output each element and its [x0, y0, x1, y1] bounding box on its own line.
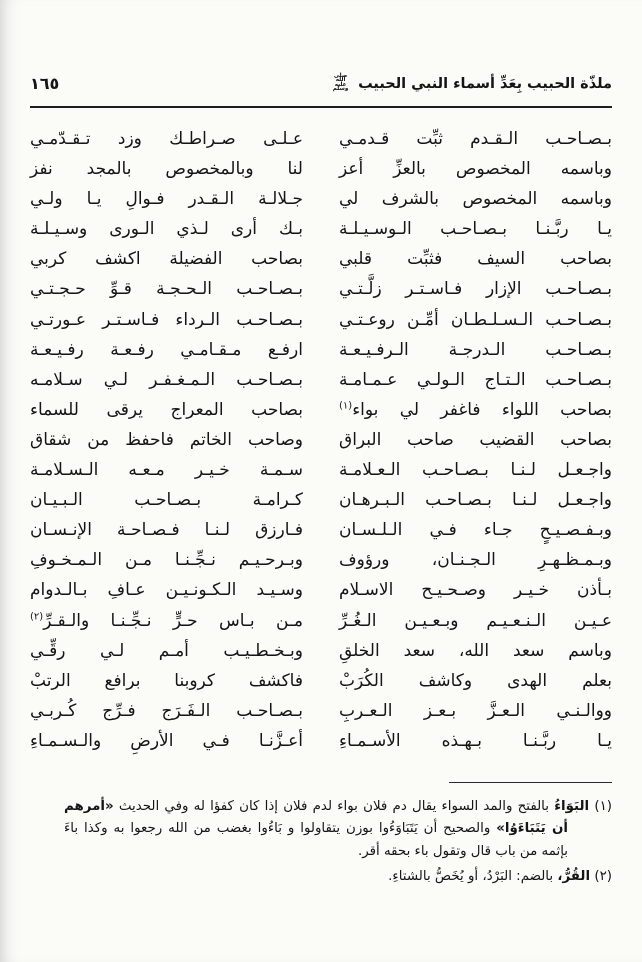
- verse-line: [30, 489, 612, 511]
- hemistich-text: بـصـاحـب الـفَـرَج فـرِّج كُـربـي: [30, 700, 303, 721]
- verse-line: [30, 640, 612, 662]
- hemistich-second: [30, 730, 303, 752]
- hemistich-second: [30, 218, 303, 240]
- hemistich-text: سـمـة خـيـر مـعـه الـسـلامـة: [30, 460, 303, 481]
- hemistich-text: بـصـاحـب الإزار فـاسـتـر زلَّـتـي: [339, 279, 612, 300]
- verse-line: [30, 158, 612, 180]
- verse-line: [30, 670, 612, 692]
- footnote-text: البَوَاءُ: [554, 798, 590, 814]
- verse-line: [30, 459, 612, 481]
- hemistich-second: [30, 429, 303, 451]
- hemistich-first: [339, 339, 612, 361]
- footnote-ref: (٢): [30, 610, 44, 622]
- hemistich-text: بصاحب اللواء فاغفر لي بواء: [352, 399, 612, 420]
- hemistich-second: [30, 459, 303, 481]
- hemistich-second: [30, 188, 303, 210]
- hemistich-text: بـصـاحـب الـسـلـطـان أمِّـن روعـتـي: [339, 309, 612, 330]
- hemistich-second: [30, 579, 303, 601]
- hemistich-first: [339, 670, 612, 692]
- hemistich-text: وبـرحـيـم نـجِّـنـا مـن الـمـخـوفِ: [30, 550, 303, 571]
- hemistich-text: بـصـاحـب الـمـغـفـر لـي سـلامـه: [30, 369, 303, 390]
- hemistich-text: واجـعـل لـنـا بـصـاحـب الـبـرهـان: [339, 490, 612, 511]
- hemistich-text: ارفـع مـقـامـي رفـعـة رفـيـعـة: [30, 339, 303, 360]
- hemistich-first: [339, 309, 612, 331]
- footnote-separator: [449, 782, 612, 783]
- hemistich-text: يـا ربَّـنـا بـصـاحـب الـوسـيـلـة: [339, 219, 612, 240]
- hemistich-first: [339, 459, 612, 481]
- footnote: [64, 866, 612, 889]
- hemistich-text: وبـخـطـيـب أمـم لـي رقِّـي: [30, 640, 303, 661]
- hemistich-first: [339, 188, 612, 210]
- hemistich-text: جـلالـة الـقـدر فـوالِ يـا ولـي: [30, 189, 303, 210]
- hemistich-second: [30, 610, 303, 632]
- hemistich-text: بعلم الهدى وكاشف الكُرَبْ: [339, 670, 612, 691]
- verse-line: [30, 278, 612, 300]
- hemistich-second: [30, 339, 303, 361]
- hemistich-text: بـصـاحـب الـدرجـة الـرفـيـعـة: [339, 339, 612, 360]
- hemistich-second: [30, 519, 303, 541]
- hemistich-text: بصاحب السيف فثبِّت قلبي: [339, 249, 612, 270]
- hemistich-first: [339, 399, 612, 421]
- verse-line: [30, 339, 612, 361]
- verse-line: [30, 610, 612, 632]
- hemistich-text: مـن بـاس حـرٍّ نـجِّـنـا والـقـرِّ: [43, 610, 303, 631]
- verse-line: [30, 700, 612, 722]
- header-rule: [30, 106, 612, 108]
- verse-line: [30, 519, 612, 541]
- verse-line: [30, 248, 612, 270]
- hemistich-text: عـيـن الـنـعـيـم وبـعـيـن الـغُـرِّ: [339, 610, 612, 631]
- hemistich-first: [339, 549, 612, 571]
- footnote-text: القُرُّ،: [557, 868, 591, 884]
- hemistich-first: [339, 128, 612, 150]
- footnote-marker: (٢): [594, 868, 612, 884]
- hemistich-second: [30, 640, 303, 662]
- running-title-block: [330, 72, 612, 93]
- hemistich-text: وبـفـصـيـحٍ جـاء فـي الـلـسـان: [339, 520, 612, 541]
- hemistich-first: [339, 429, 612, 451]
- page-number: ١٦٥: [30, 74, 60, 93]
- hemistich-second: [30, 248, 303, 270]
- hemistich-first: [339, 369, 612, 391]
- hemistich-second: [30, 489, 303, 511]
- hemistich-text: وباسمه المخصوص بالشرف لي: [339, 189, 612, 210]
- hemistich-text: وصاحب الخاتم فاحفظ من شقاق: [30, 429, 303, 450]
- hemistich-second: [30, 549, 303, 571]
- hemistich-second: [30, 158, 303, 180]
- hemistich-text: واجـعـل لـنـا بـصـاحـب الـعـلامـة: [339, 460, 612, 481]
- hemistich-text: كـرامـة بـصـاحـب الـبـيـان: [30, 490, 303, 511]
- verse-line: [30, 218, 612, 240]
- hemistich-second: [30, 309, 303, 331]
- hemistich-text: عـلـى صـراطـك وزد تـقـدّمـي: [30, 129, 303, 149]
- hemistich-second: [30, 128, 303, 150]
- hemistich-text: يـا ربَّـنـا بـهـذه الأسـمـاءِ: [339, 730, 612, 751]
- verse-line: [30, 128, 612, 150]
- verse-line: [30, 579, 612, 601]
- hemistich-first: [339, 218, 612, 240]
- footnotes: [30, 796, 612, 888]
- verse-line: [30, 369, 612, 391]
- hemistich-text: وبـمـظـهـرِ الـجـنـان، ورؤوف: [339, 550, 612, 571]
- footnote-text: «أمرهم أن يَتَبَاءَوُا»: [64, 798, 568, 837]
- hemistich-first: [339, 248, 612, 270]
- hemistich-first: [339, 700, 612, 722]
- verse-line: [30, 549, 612, 571]
- hemistich-first: [339, 640, 612, 662]
- hemistich-first: [339, 278, 612, 300]
- hemistich-first: [339, 519, 612, 541]
- footnote-text: والصحيح أن يَتَبَاوَءُوا بوزن يتقاولوا و بَاءُوا بغضب من الله رجعوا به وكذا باءَ بإثمه من باب قال وتقول باء بحقه أقر.: [64, 821, 568, 860]
- footnote-text: بالفتح والمد السواء يقال دم فلان بواء لدم فلان إذا كان كفؤا له وفي الحديث: [113, 798, 555, 814]
- page-title: ملذّة الحبيب بِعَدِّ أسماء النبي الحبيب: [358, 75, 612, 92]
- hemistich-first: [339, 610, 612, 632]
- hemistich-second: [30, 399, 303, 421]
- hemistich-text: بـصـاحـب الـرداء فـاسـتـر عـورتـي: [30, 309, 303, 330]
- pbuh-calligraphy-icon: صلى الله عليه وسلم: [332, 72, 349, 93]
- footnote-marker: (١): [594, 798, 613, 814]
- hemistich-text: بصاحب المعراج يرقى للسماء: [30, 399, 303, 420]
- hemistich-first: [339, 730, 612, 752]
- hemistich-text: فـارزق لـنـا فـصـاحـة الإنـسـان: [30, 520, 303, 541]
- hemistich-first: [339, 489, 612, 511]
- hemistich-text: بصاحب القضيب صاحب البراق: [339, 429, 612, 450]
- hemistich-text: ووالـنـي الـعـزَّ بـعـز الـعـربِ: [339, 700, 612, 721]
- verse-line: [30, 188, 612, 210]
- hemistich-text: بـأذن خـيـر وصـحـيـح الاسـلام: [339, 580, 612, 601]
- footnote: [64, 796, 612, 864]
- hemistich-first: [339, 158, 612, 180]
- hemistich-text: وباسم سعد الله، سعد الخلقِ: [339, 640, 612, 661]
- hemistich-text: وباسمه المخصوص بالعزِّ أعز: [339, 159, 612, 180]
- hemistich-text: بصاحب الفضيلة اكشف كربي: [30, 249, 303, 270]
- verse-line: [30, 309, 612, 331]
- hemistich-text: أعـزَّنـا فـي الأرضِ والـسـمـاءِ: [30, 730, 303, 751]
- hemistich-text: وسـيـد الـكـونـيـن عـافِ بـالـدوام: [30, 580, 303, 601]
- page-header: [30, 74, 612, 93]
- hemistich-text: لنا وبالمخصوص بالمجد نفز: [30, 159, 303, 180]
- hemistich-text: بـك أرى لـذي الـورى وسـيـلـة: [30, 219, 303, 240]
- verse-line: [30, 399, 612, 421]
- verse-line: [30, 730, 612, 752]
- hemistich-text: بـصـاحـب الـتـاج الـولـي عـمـامـة: [339, 369, 612, 390]
- hemistich-text: فاكشف كروبنا برافع الرتبْ: [30, 670, 303, 691]
- footnote-text: بالضم: البَرْدُ، أو يُخَصُّ بالشتاءِ.: [388, 868, 558, 884]
- hemistich-second: [30, 670, 303, 692]
- hemistich-second: [30, 700, 303, 722]
- hemistich-first: [339, 579, 612, 601]
- poem: [30, 128, 612, 752]
- hemistich-text: بـصـاحـب الـقـدم ثبِّت قـدمـي: [339, 129, 612, 149]
- hemistich-text: بـصـاحـب الـحـجـة قـوِّ حـجـتـي: [30, 279, 303, 300]
- footnote-ref: (١): [339, 400, 353, 412]
- verse-line: [30, 429, 612, 451]
- hemistich-second: [30, 369, 303, 391]
- hemistich-second: [30, 278, 303, 300]
